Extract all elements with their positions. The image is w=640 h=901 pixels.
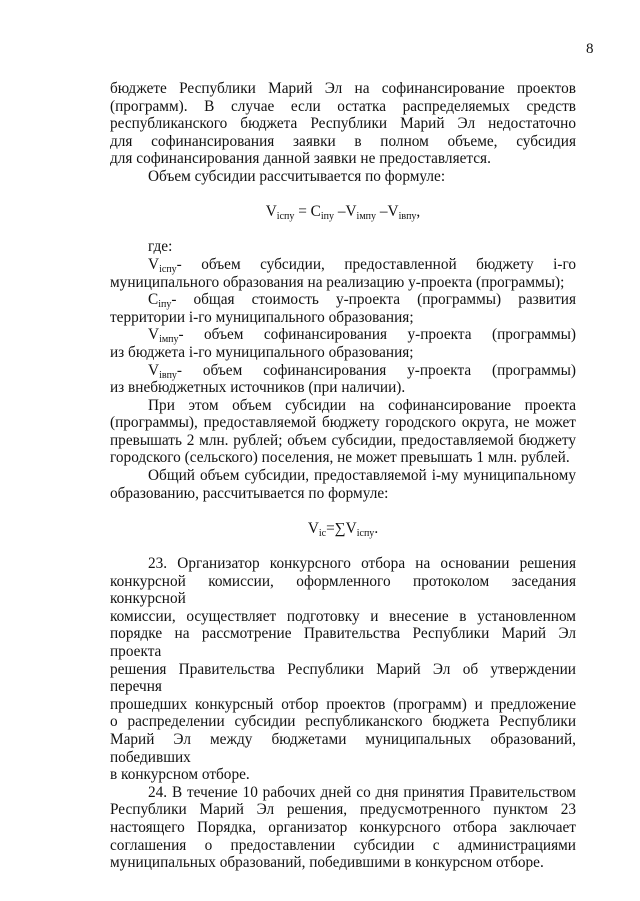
- text-line: Марий Эл между бюджетами муниципальных образований, победивших: [110, 730, 576, 766]
- formula-subsidy: $V_{iспу} = C_{iпу}$ $-V_{iмпу}$ $-V_{iвпу}$,: [265, 203, 421, 223]
- text-line: бюджете Республики Марий Эл на софинансирование проектов: [110, 80, 576, 97]
- text-line: При этом объем субсидии на софинансирование проекта: [148, 396, 576, 414]
- text-line: конкурсной комиссии, оформленного протоколом заседания конкурсной: [110, 572, 576, 608]
- text-line: 23. Организатор конкурсного отбора на основании решения: [148, 555, 576, 573]
- definition-line: $V_{iвпу}-$ объем софинансирования у-проекта (программы): [148, 361, 576, 381]
- definition-line: $C_{iпу}-$ общая стоимость у-проекта (программы) развития: [148, 291, 576, 311]
- text-line: в конкурсном отборе.: [110, 766, 250, 784]
- text-line: Общий объем субсидии, предоставляемой i-му муниципальному: [148, 467, 576, 485]
- text-line: для софинансирования данной заявки не предоставляется.: [110, 150, 491, 168]
- text-line: Республики Марий Эл решения, предусмотренного пунктом 23: [110, 801, 576, 819]
- definition-line: $V_{iмпу}-$ объем софинансирования у-проекта (программы): [148, 326, 576, 346]
- text-line: настоящего Порядка, организатор конкурсного отбора заключает: [110, 818, 576, 836]
- text-line: где:: [148, 238, 173, 256]
- text-line: решения Правительства Республики Марий Эл об утверждении перечня: [110, 660, 576, 696]
- text-line: для софинансирования заявки в полном объеме, субсидия: [110, 132, 576, 150]
- text-line: прошедших конкурсный отбор проектов (программ) и предложение: [110, 695, 576, 713]
- text-line: Объем субсидии рассчитывается по формуле:: [148, 167, 446, 185]
- text-line: из внебюджетных источников (при наличии).: [110, 379, 406, 397]
- text-line: превышать 2 млн. рублей; объем субсидии, предоставляемой бюджету: [110, 431, 576, 449]
- text-line: (программ). В случае если остатка распределяемых средств: [110, 97, 576, 115]
- text-line: 24. В течение 10 рабочих дней со дня принятия Правительством: [148, 783, 576, 801]
- text-line: муниципального образования на реализацию у-проекта (программы);: [110, 273, 565, 291]
- formula-total-subsidy: $V_{ic}=\sum V_{iспу}$.: [307, 519, 379, 539]
- text-line: комиссии, осуществляет подготовку и внесение в установленном: [110, 607, 576, 625]
- body-text: [110, 80, 576, 872]
- text-line: порядке на рассмотрение Правительства Республики Марий Эл проекта: [110, 625, 576, 660]
- text-line: о распределении субсидии республиканского бюджета Республики: [110, 713, 576, 731]
- page-number: 8: [586, 41, 594, 57]
- text-line: муниципальных образований, победившими в конкурсном отборе.: [110, 854, 544, 872]
- text-line: (программы), предоставляемой бюджету городского округа, не может: [110, 414, 576, 432]
- text-line: образованию, рассчитывается по формуле:: [110, 484, 389, 502]
- definition-line: $V_{iспу}-$ объем субсидии, предоставленной бюджету i-го: [148, 255, 576, 275]
- text-line: городского (сельского) поселения, не может превышать 1 млн. рублей.: [110, 449, 570, 467]
- text-line: соглашения о предоставлении субсидии с администрациями: [110, 836, 576, 854]
- text-line: из бюджета i-го муниципального образования;: [110, 343, 414, 361]
- text-line: республиканского бюджета Республики Марий Эл недостаточно: [110, 115, 576, 133]
- text-line: территории i-го муниципального образования;: [110, 308, 414, 326]
